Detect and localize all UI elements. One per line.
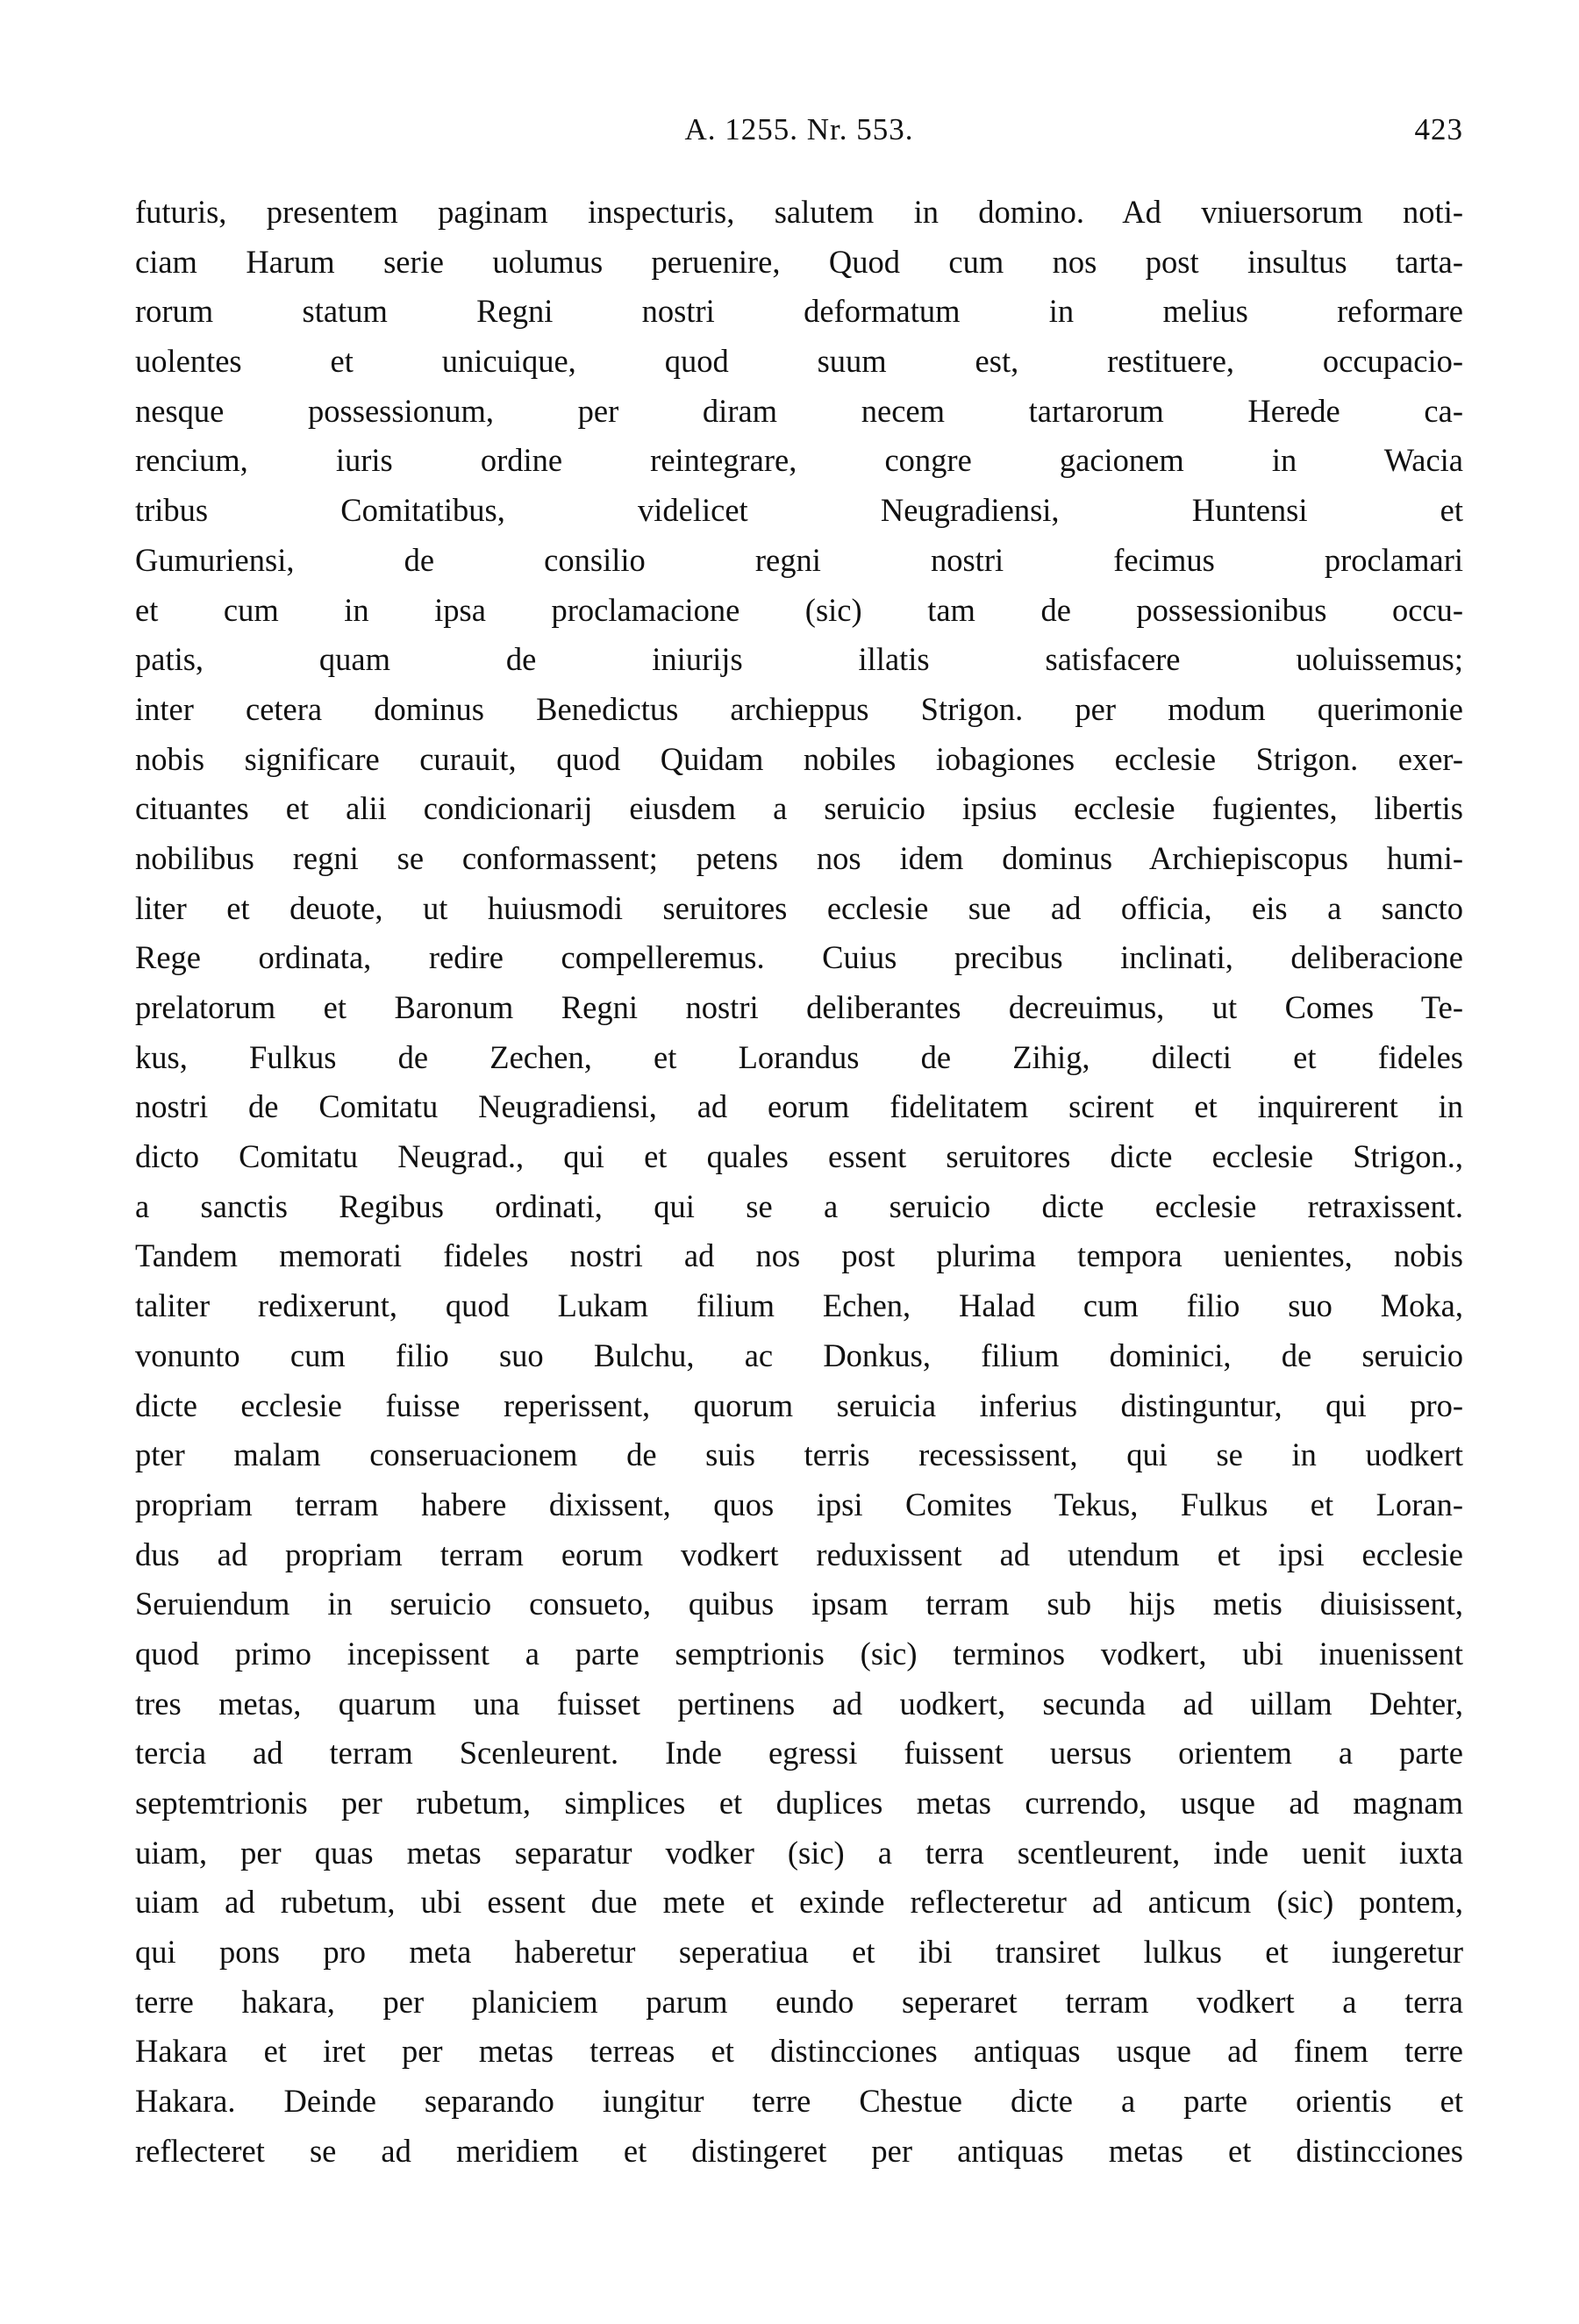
text-line: Seruiendum in seruicio consueto, quibus ipsam terram sub hijs metis diuisissent, — [135, 1586, 1463, 1622]
text-line: Rege ordinata, redire compelleremus. Cuius precibus inclinati, deliberacione — [135, 939, 1463, 976]
page-number: 423 — [1414, 112, 1463, 146]
text-line: quod primo incepissent a parte semptrionis (sic) terminos vodkert, ubi inuenissent — [135, 1635, 1463, 1672]
text-line: ciam Harum serie uolumus peruenire, Quod cum nos post insultus tarta- — [135, 243, 1463, 280]
text-line: uolentes et unicuique, quod suum est, restituere, occupacio- — [135, 343, 1463, 380]
text-line: liter et deuote, ut huiusmodi seruitores ecclesie sue ad officia, eis a sancto — [135, 889, 1463, 926]
text-line: taliter redixerunt, quod Lukam filium Echen, Halad cum filio suo Moka, — [135, 1287, 1463, 1324]
text-line: dicte ecclesie fuisse reperissent, quorum seruicia inferius distinguntur, qui pro- — [135, 1387, 1463, 1423]
text-line: uiam ad rubetum, ubi essent due mete et exinde reflecteretur ad anticum (sic) pontem, — [135, 1884, 1463, 1921]
text-line: et cum in ipsa proclamacione (sic) tam de possessionibus occu- — [135, 591, 1463, 628]
text-line: Gumuriensi, de consilio regni nostri fecimus proclamari — [135, 541, 1463, 578]
text-line: tribus Comitatibus, videlicet Neugradiensi, Huntensi et — [135, 492, 1463, 529]
text-line: dus ad propriam terram eorum vodkert reduxissent ad utendum et ipsi ecclesie — [135, 1536, 1463, 1572]
text-line: nobilibus regni se conformassent; petens nos idem dominus Archiepiscopus humi- — [135, 839, 1463, 876]
body-text — [135, 188, 1463, 2177]
text-line: nostri de Comitatu Neugradiensi, ad eorum fidelitatem scirent et inquirerent in — [135, 1088, 1463, 1125]
text-line: vonunto cum filio suo Bulchu, ac Donkus, filium dominici, de seruicio — [135, 1337, 1463, 1373]
text-line: a sanctis Regibus ordinati, qui se a seruicio dicte ecclesie retraxissent. — [135, 1187, 1463, 1224]
text-line: cituantes et alii condicionarij eiusdem a seruicio ipsius ecclesie fugientes, libertis — [135, 790, 1463, 827]
text-line: kus, Fulkus de Zechen, et Lorandus de Zihig, dilecti et fideles — [135, 1038, 1463, 1075]
text-line: Hakara. Deinde separando iungitur terre Chestue dicte a parte orientis et — [135, 2083, 1463, 2120]
text-line: septemtrionis per rubetum, simplices et duplices metas currendo, usque ad magnam — [135, 1785, 1463, 1821]
text-line: nesque possessionum, per diram necem tartarorum Herede ca- — [135, 392, 1463, 429]
text-line: futuris, presentem paginam inspecturis, salutem in domino. Ad vniuersorum noti- — [135, 194, 1463, 230]
text-line: rorum statum Regni nostri deformatum in melius reformare — [135, 293, 1463, 330]
text-line: Hakara et iret per metas terreas et distincciones antiquas usque ad finem terre — [135, 2033, 1463, 2070]
text-line: terre hakara, per planiciem parum eundo seperaret terram vodkert a terra — [135, 1983, 1463, 2020]
running-title: A. 1255. Nr. 553. — [684, 112, 914, 146]
text-line: pter malam conseruacionem de suis terris recessissent, qui se in uodkert — [135, 1436, 1463, 1473]
text-line: tres metas, quarum una fuisset pertinens ad uodkert, secunda ad uillam Dehter, — [135, 1685, 1463, 1722]
running-head — [135, 112, 1463, 156]
text-line: rencium, iuris ordine reintegrare, congre gacionem in Wacia — [135, 442, 1463, 479]
text-line: qui pons pro meta haberetur seperatiua et ibi transiret lulkus et iungeretur — [135, 1934, 1463, 1971]
text-line: Tandem memorati fideles nostri ad nos post plurima tempora uenientes, nobis — [135, 1237, 1463, 1274]
text-line: dicto Comitatu Neugrad., qui et quales essent seruitores dicte ecclesie Strigon., — [135, 1138, 1463, 1175]
text-line: nobis significare curauit, quod Quidam nobiles iobagiones ecclesie Strigon. exer- — [135, 740, 1463, 777]
text-line: prelatorum et Baronum Regni nostri deliberantes decreuimus, ut Comes Te- — [135, 989, 1463, 1025]
text-line: reflecteret se ad meridiem et distingeret per antiquas metas et distincciones — [135, 2132, 1463, 2169]
text-line: propriam terram habere dixissent, quos ipsi Comites Tekus, Fulkus et Loran- — [135, 1486, 1463, 1522]
text-line: tercia ad terram Scenleurent. Inde egressi fuissent uersus orientem a parte — [135, 1735, 1463, 1772]
text-line: inter cetera dominus Benedictus archieppus Strigon. per modum querimonie — [135, 690, 1463, 727]
text-line: patis, quam de iniurijs illatis satisfacere uoluissemus; — [135, 641, 1463, 678]
text-line: uiam, per quas metas separatur vodker (sic) a terra scentleurent, inde uenit iuxta — [135, 1834, 1463, 1871]
